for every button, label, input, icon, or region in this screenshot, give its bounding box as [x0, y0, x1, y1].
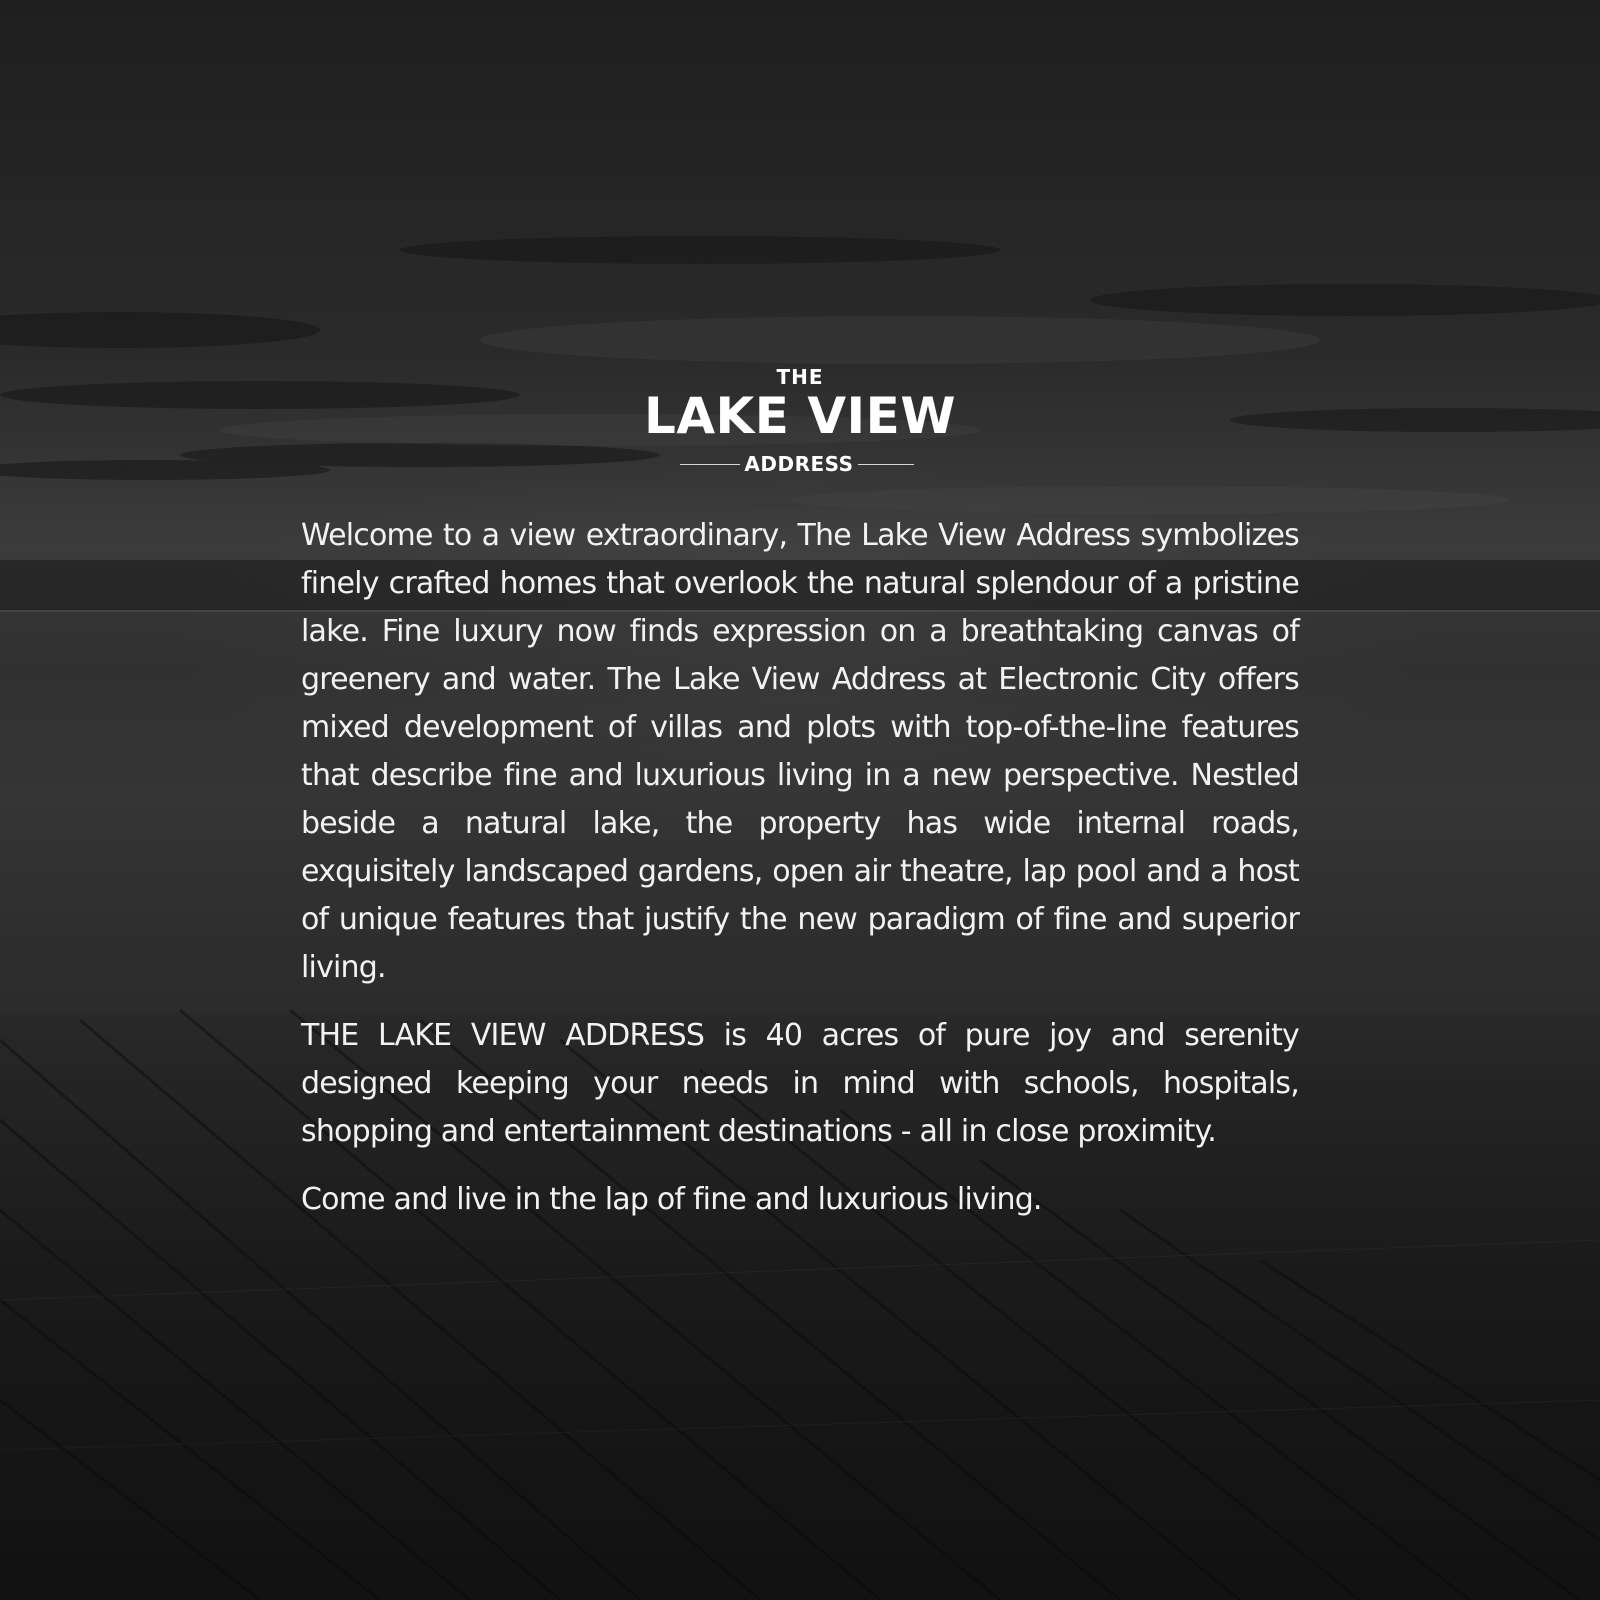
logo-lake-view: LAKE VIEW — [644, 387, 956, 445]
brand-logo — [600, 366, 1000, 478]
logo-the: THE — [776, 365, 824, 389]
paragraph-intro: Welcome to a view extraordinary, The Lake View Address symbolizes finely crafted homes that overlook the natural splendour of a pristine lake. Fine luxury now finds expression on a breathtaking canvas of greenery and water. The Lake View Address at Electronic City offers mixed development of villas and plots with top-of-the-line features that describe fine and luxurious living in a new perspective. Nestled beside a natural lake, the property has wide internal roads, exquisitely landscaped gardens, open air theatre, lap pool and a host of unique features that justify the new paradigm of fine and superior living. — [301, 518, 1299, 985]
logo-divider-right — [858, 464, 914, 465]
logo-address: ADDRESS — [744, 452, 854, 476]
body-copy — [301, 512, 1299, 1224]
paragraph-closing: Come and live in the lap of fine and luxurious living. — [301, 1182, 1042, 1217]
logo-subtitle-row — [600, 452, 1000, 476]
paragraph-acres: THE LAKE VIEW ADDRESS is 40 acres of pure joy and serenity designed keeping your needs in mind with schools, hospitals, shopping and entertainment destinations - all in close proximity. — [301, 1018, 1299, 1149]
logo-divider-left — [680, 464, 740, 465]
